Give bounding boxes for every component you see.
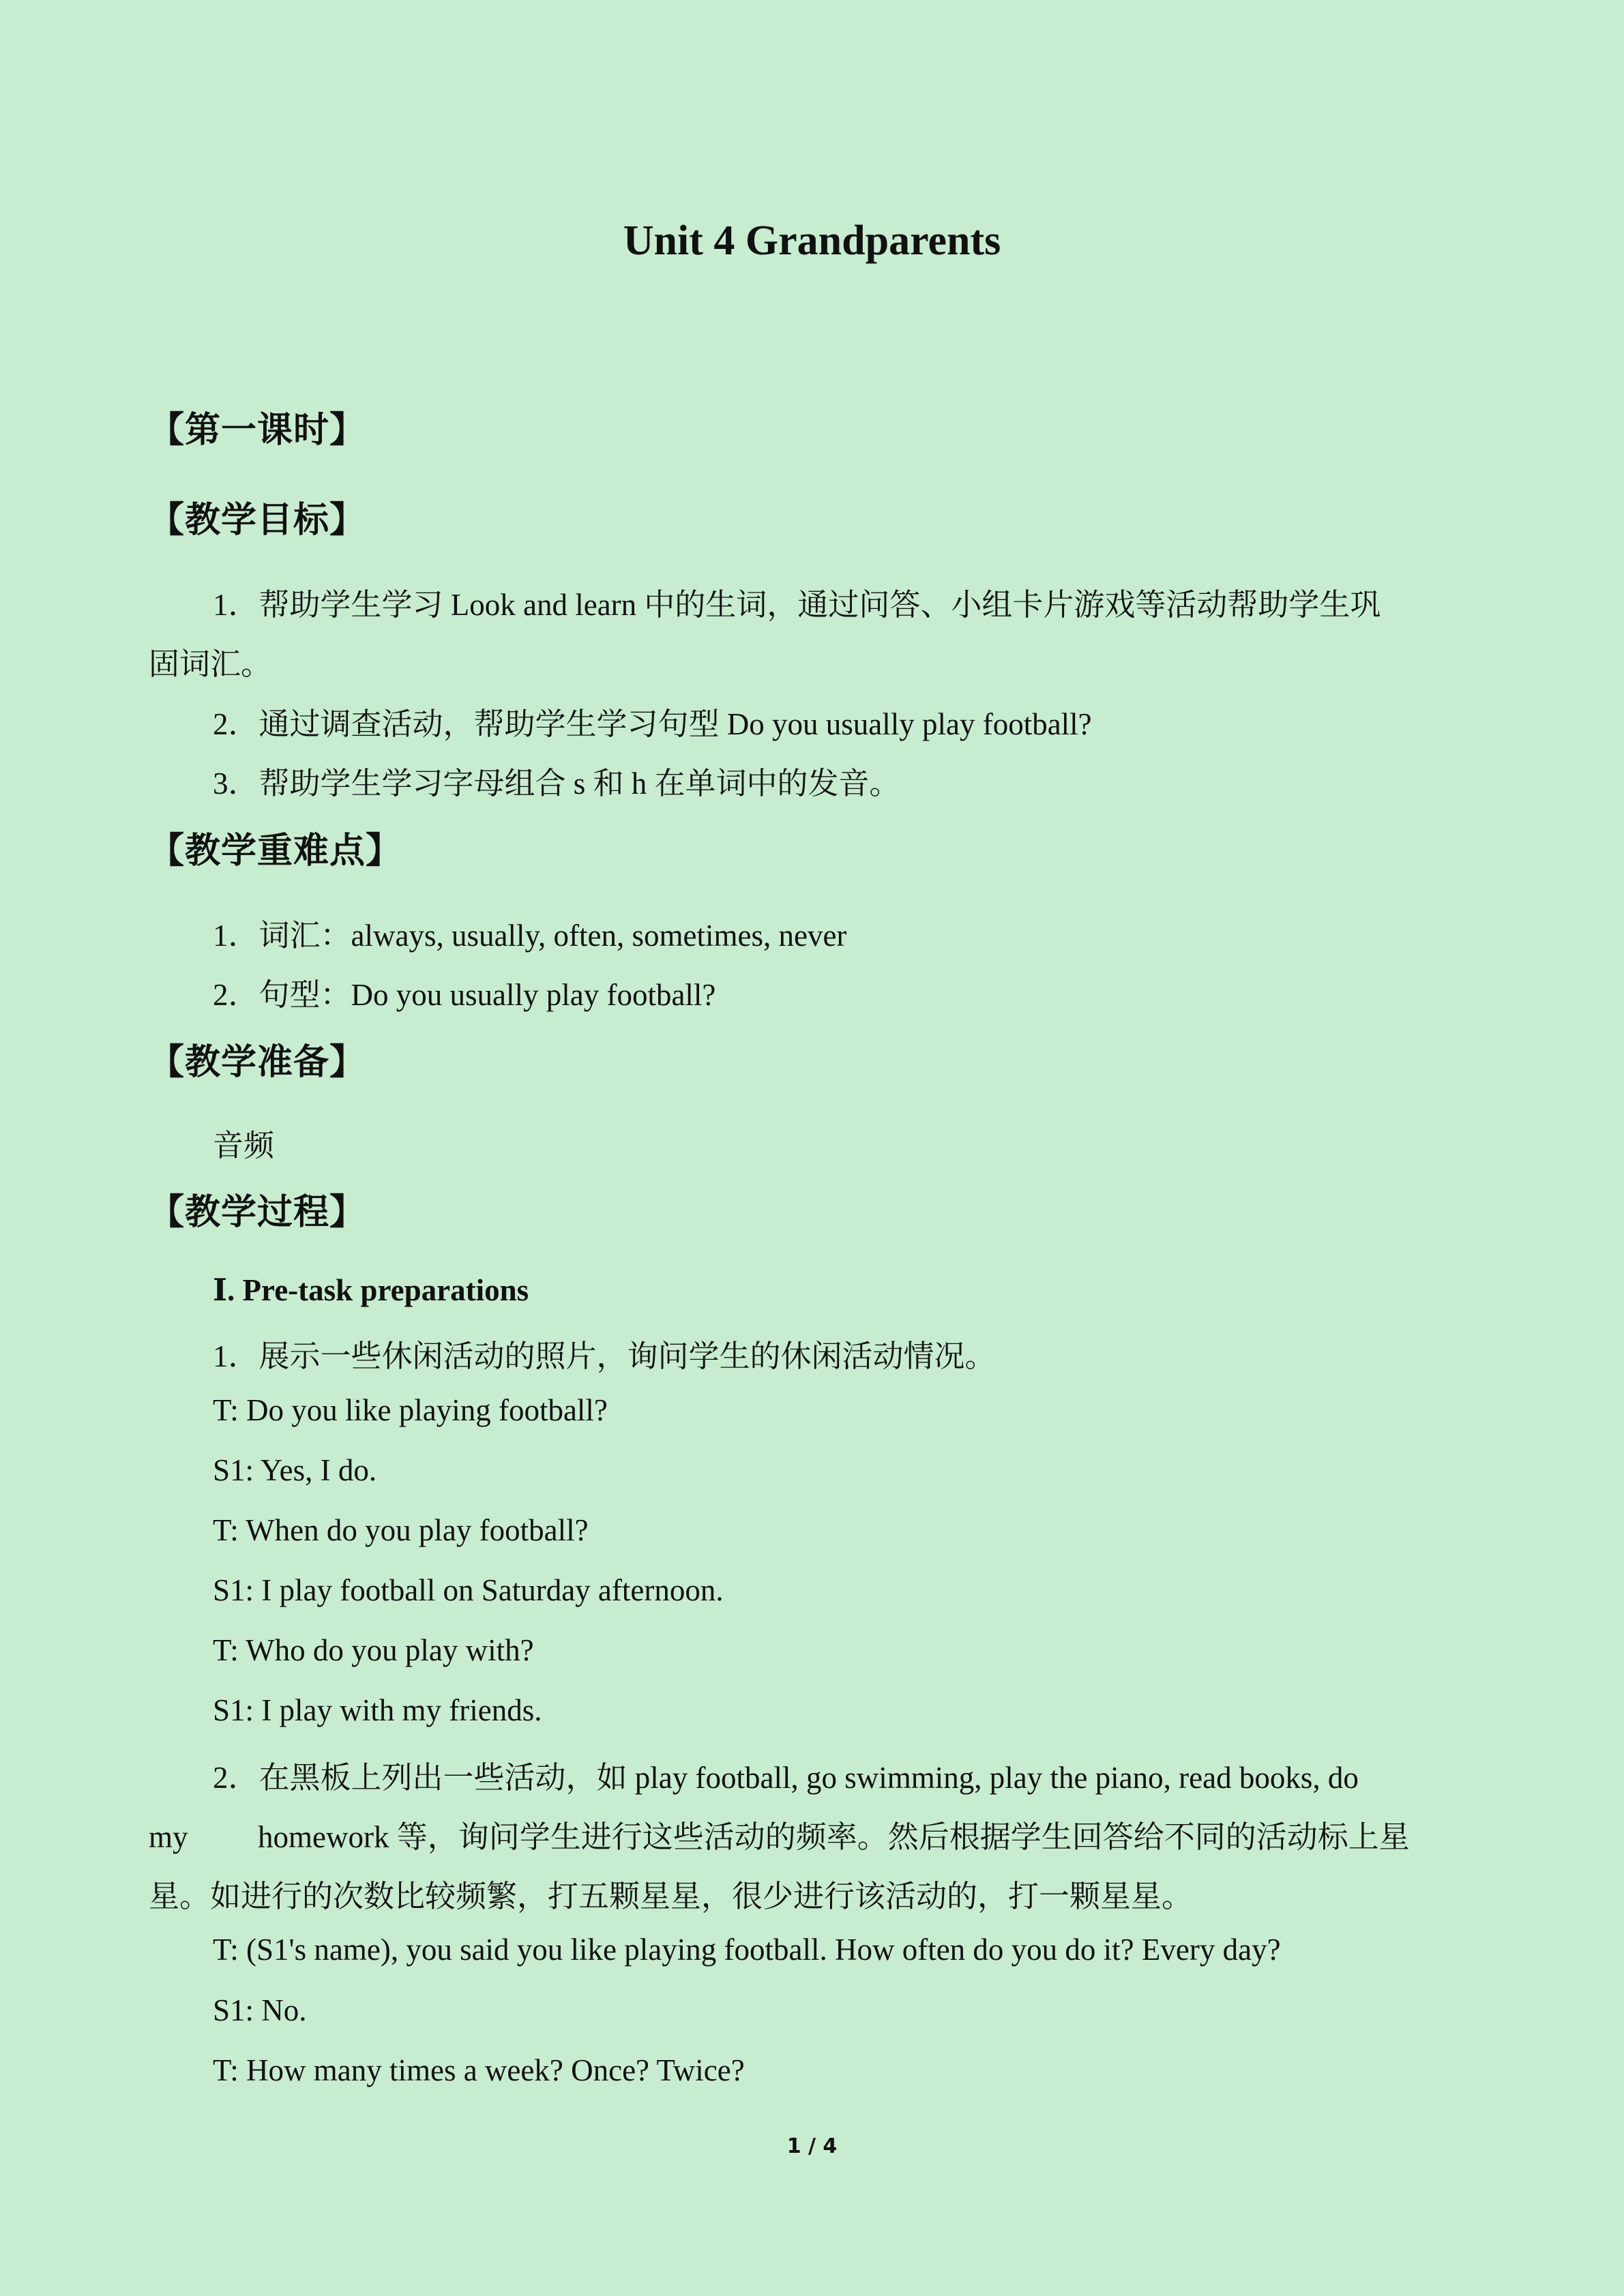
step-2-line-2-rest: homework 等，询问学生进行这些活动的频率。然后根据学生回答给不同的活动标上星: [258, 1820, 1410, 1854]
process-step-2-line-1: 2．在黑板上列出一些活动，如 play football, go swimming, play the piano, read books, do: [213, 1761, 1359, 1795]
process-step-1: 1．展示一些休闲活动的照片，询问学生的休闲活动情况。: [213, 1339, 996, 1373]
preparation-text: 音频: [213, 1129, 275, 1163]
document-title: Unit 4 Grandparents: [623, 218, 1001, 264]
dialogue-line: T: (S1's name), you said you like playing football. How often do you do it? Every day?: [213, 1933, 1281, 1967]
dialogue-line: T: Who do you play with?: [213, 1633, 534, 1667]
dialogue-line: T: When do you play football?: [213, 1513, 589, 1547]
preparation-heading: 【教学准备】: [149, 1042, 366, 1083]
dialogue-line: T: How many times a week? Once? Twice?: [213, 2053, 745, 2087]
dialogue-line: S1: No.: [213, 1993, 307, 2027]
page-indicator: 1 / 4: [786, 2134, 838, 2158]
dialogue-line: S1: I play with my friends.: [213, 1693, 542, 1727]
dialogue-line: S1: I play football on Saturday afternoon.: [213, 1573, 724, 1607]
key-points-heading: 【教学重难点】: [149, 831, 402, 871]
key-point-1: 1．词汇：always, usually, often, sometimes, never: [213, 919, 847, 953]
process-step-2-line-2: [149, 1812, 1410, 1856]
objective-1-line-2: 固词汇。: [149, 647, 272, 681]
section-pre-task: Ⅰ. Pre-task preparations: [213, 1273, 529, 1307]
objective-2: 2．通过调查活动，帮助学生学习句型 Do you usually play football?: [213, 707, 1092, 741]
lesson-heading: 【第一课时】: [149, 410, 366, 451]
step-2-line-2-start: my: [149, 1820, 188, 1854]
key-point-2: 2．句型：Do you usually play football?: [213, 978, 716, 1012]
dialogue-line: S1: Yes, I do.: [213, 1453, 377, 1487]
process-heading: 【教学过程】: [149, 1192, 366, 1233]
objective-1-line-1: 1．帮助学生学习 Look and learn 中的生词，通过问答、小组卡片游戏等活动帮助学生巩: [213, 588, 1381, 622]
objective-3: 3．帮助学生学习字母组合 s 和 h 在单词中的发音。: [213, 766, 900, 801]
dialogue-line: T: Do you like playing football?: [213, 1393, 608, 1427]
objectives-heading: 【教学目标】: [149, 500, 366, 541]
process-step-2-line-3: 星。如进行的次数比较频繁，打五颗星星，很少进行该活动的，打一颗星星。: [149, 1879, 1193, 1913]
